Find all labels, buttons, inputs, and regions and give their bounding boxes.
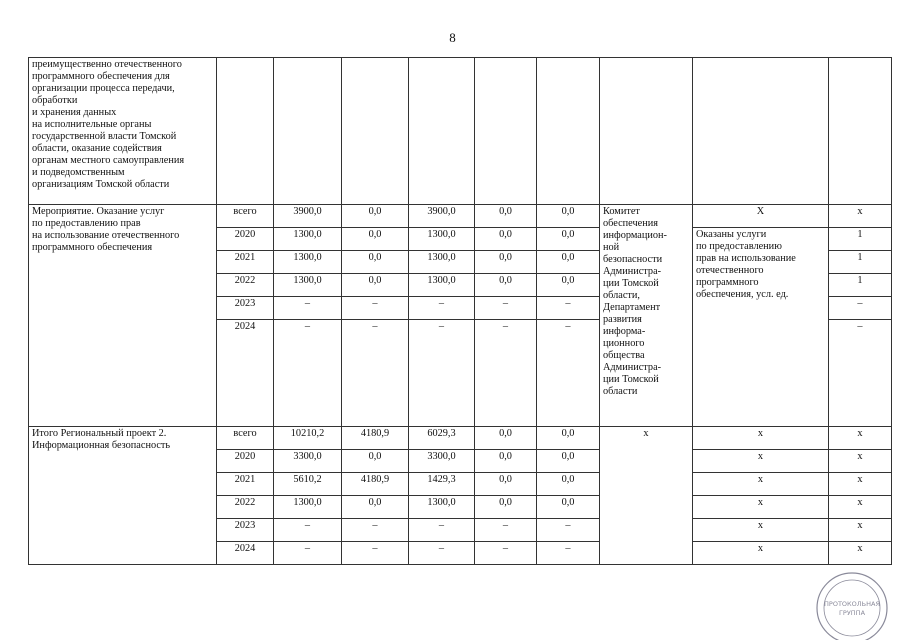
value-cell: –: [537, 519, 600, 542]
value-cell: 4180,9: [342, 473, 409, 496]
indicator-value: х: [829, 519, 892, 542]
value-cell: –: [274, 542, 342, 565]
measure-name: Мероприятие. Оказание услуг по предоставлению прав на использование отечественного программного обеспечения: [29, 205, 217, 427]
indicator-value: х: [829, 542, 892, 565]
page-number: 8: [449, 30, 456, 45]
empty-cell: [217, 58, 274, 205]
value-cell: 0,0: [342, 274, 409, 297]
indicator-cell: х: [693, 542, 829, 565]
indicator-value: 1: [829, 274, 892, 297]
value-cell: 0,0: [342, 496, 409, 519]
empty-cell: [409, 58, 475, 205]
indicator-cell: х: [693, 450, 829, 473]
indicator-value: –: [829, 297, 892, 320]
value-cell: 0,0: [475, 427, 537, 450]
empty-cell: [274, 58, 342, 205]
indicator-cell: х: [693, 427, 829, 450]
value-cell: 0,0: [537, 496, 600, 519]
value-cell: 0,0: [342, 205, 409, 228]
value-cell: –: [537, 297, 600, 320]
year-cell: 2021: [217, 473, 274, 496]
value-cell: 3900,0: [274, 205, 342, 228]
value-cell: 0,0: [537, 205, 600, 228]
value-cell: 0,0: [537, 251, 600, 274]
year-cell: всего: [217, 205, 274, 228]
measure-indicator: Оказаны услуги по предоставлению прав на использование отечественного программного обеспечения, усл. ед.: [693, 228, 829, 427]
total-name: Итого Региональный проект 2. Информационная безопасность: [29, 427, 217, 565]
value-cell: 0,0: [475, 450, 537, 473]
value-cell: 1300,0: [274, 251, 342, 274]
value-cell: –: [409, 320, 475, 427]
indicator-cell: х: [693, 519, 829, 542]
empty-cell: [600, 58, 693, 205]
value-cell: –: [274, 519, 342, 542]
year-cell: всего: [217, 427, 274, 450]
value-cell: 0,0: [537, 228, 600, 251]
value-cell: 0,0: [537, 427, 600, 450]
value-cell: 5610,2: [274, 473, 342, 496]
value-cell: –: [475, 297, 537, 320]
value-cell: –: [475, 320, 537, 427]
empty-cell: [475, 58, 537, 205]
value-cell: 1300,0: [274, 228, 342, 251]
value-cell: 0,0: [342, 450, 409, 473]
value-cell: 0,0: [475, 205, 537, 228]
value-cell: 0,0: [475, 473, 537, 496]
value-cell: 0,0: [342, 251, 409, 274]
svg-text:ПРОТОКОЛЬНАЯ: ПРОТОКОЛЬНАЯ: [824, 600, 880, 608]
indicator-value: х: [829, 496, 892, 519]
value-cell: 4180,9: [342, 427, 409, 450]
value-cell: –: [475, 542, 537, 565]
value-cell: –: [537, 320, 600, 427]
value-cell: 0,0: [475, 496, 537, 519]
value-cell: 1300,0: [409, 496, 475, 519]
empty-cell: [829, 58, 892, 205]
value-cell: –: [409, 542, 475, 565]
year-cell: 2020: [217, 228, 274, 251]
value-cell: 0,0: [537, 473, 600, 496]
year-cell: 2023: [217, 297, 274, 320]
value-cell: –: [342, 519, 409, 542]
indicator-value: –: [829, 320, 892, 427]
empty-cell: [537, 58, 600, 205]
value-cell: 1300,0: [274, 274, 342, 297]
value-cell: –: [537, 542, 600, 565]
value-cell: 3300,0: [409, 450, 475, 473]
indicator-value: х: [829, 450, 892, 473]
intro-row: [29, 58, 892, 205]
year-cell: 2022: [217, 496, 274, 519]
value-cell: 1300,0: [409, 251, 475, 274]
value-cell: 3300,0: [274, 450, 342, 473]
value-cell: 10210,2: [274, 427, 342, 450]
measure-executor: Комитет обеспечения информацион- ной безопасности Администра- ции Томской области, Департамент развития информа- ционного общества Администра- ции Томской области: [600, 205, 693, 427]
total-executor: х: [600, 427, 693, 565]
value-cell: 0,0: [537, 450, 600, 473]
table-row: [29, 427, 892, 450]
empty-cell: [693, 58, 829, 205]
value-cell: 0,0: [475, 274, 537, 297]
value-cell: 6029,3: [409, 427, 475, 450]
indicator-value: х: [829, 205, 892, 228]
value-cell: 3900,0: [409, 205, 475, 228]
indicator-cell: х: [693, 473, 829, 496]
year-cell: 2024: [217, 542, 274, 565]
value-cell: 0,0: [342, 228, 409, 251]
value-cell: 0,0: [537, 274, 600, 297]
value-cell: –: [274, 297, 342, 320]
year-cell: 2022: [217, 274, 274, 297]
value-cell: 0,0: [475, 251, 537, 274]
year-cell: 2021: [217, 251, 274, 274]
value-cell: 0,0: [475, 228, 537, 251]
indicator-value: х: [829, 427, 892, 450]
intro-text: преимущественно отечественного программного обеспечения для организации процесса передачи, обработки и хранения данных на исполнительные органы государственной власти Томской области, оказание содействия органам местного самоуправления и подведомственным организациям Томской области: [29, 58, 217, 205]
value-cell: –: [409, 297, 475, 320]
indicator-value: 1: [829, 228, 892, 251]
value-cell: –: [475, 519, 537, 542]
value-cell: –: [409, 519, 475, 542]
value-cell: –: [342, 320, 409, 427]
value-cell: –: [274, 320, 342, 427]
svg-text:ГРУППА: ГРУППА: [838, 609, 866, 617]
empty-cell: [342, 58, 409, 205]
year-cell: 2024: [217, 320, 274, 427]
value-cell: 1429,3: [409, 473, 475, 496]
indicator-x: Х: [693, 205, 829, 228]
indicator-value: 1: [829, 251, 892, 274]
value-cell: –: [342, 542, 409, 565]
protocol-group-stamp: [812, 568, 890, 640]
table-row: [29, 205, 892, 228]
value-cell: –: [342, 297, 409, 320]
indicator-cell: х: [693, 496, 829, 519]
indicator-value: х: [829, 473, 892, 496]
year-cell: 2020: [217, 450, 274, 473]
year-cell: 2023: [217, 519, 274, 542]
program-table: [28, 57, 892, 565]
value-cell: 1300,0: [409, 228, 475, 251]
value-cell: 1300,0: [274, 496, 342, 519]
stamp-label: [824, 600, 880, 617]
stamp-inner-ring: [824, 580, 880, 636]
value-cell: 1300,0: [409, 274, 475, 297]
